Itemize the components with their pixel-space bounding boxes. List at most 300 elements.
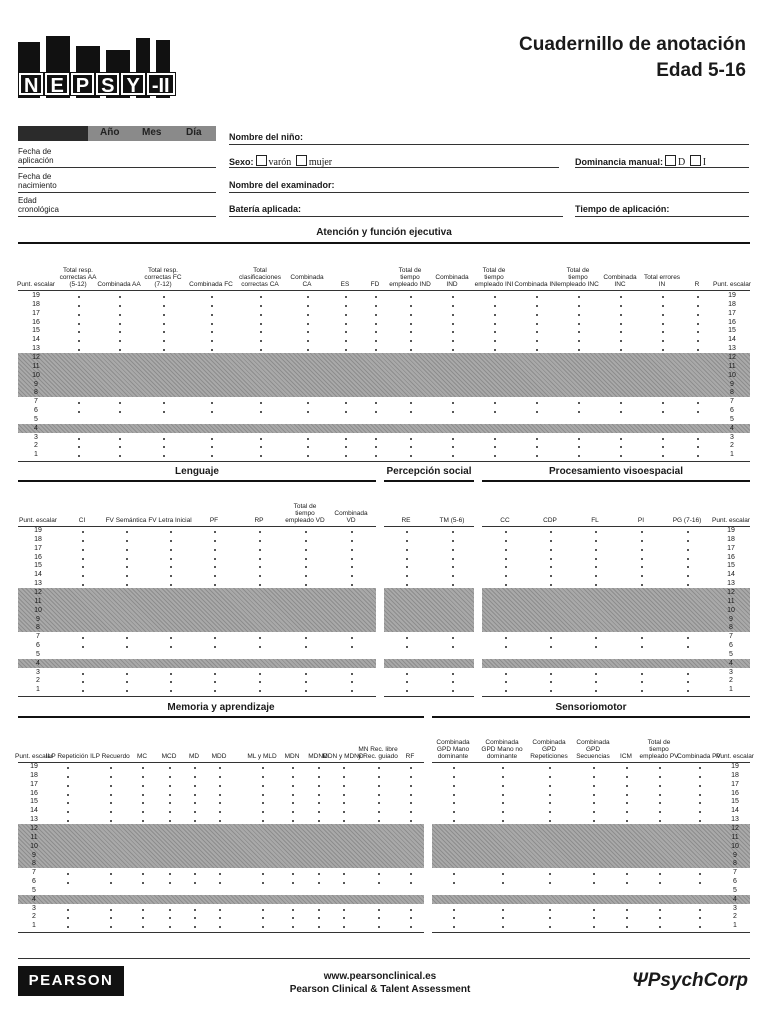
- visoespacial-entry-dot: [595, 566, 597, 568]
- lenguaje-entry-dot: [82, 540, 84, 542]
- atencion-entry-dot: [494, 340, 496, 342]
- atencion-title: Atención y función ejecutiva: [316, 227, 452, 238]
- lenguaje-score-left: 10: [34, 606, 42, 614]
- visoespacial-entry-dot: [550, 637, 552, 639]
- atencion-entry-dot: [163, 305, 165, 307]
- memoria-entry-dot: [194, 776, 196, 778]
- memoria-entry-dot: [194, 882, 196, 884]
- memoria-entry-dot: [262, 811, 264, 813]
- visoespacial-score-right: 13: [727, 580, 735, 588]
- atencion-entry-dot: [697, 402, 699, 404]
- visoespacial-score-right: 16: [727, 553, 735, 561]
- lenguaje-entry-dot: [82, 575, 84, 577]
- atencion-entry-dot: [697, 296, 699, 298]
- memoria-top-rule: [18, 716, 424, 718]
- atencion-entry-dot: [620, 349, 622, 351]
- memoria-entry-dot: [410, 820, 412, 822]
- lenguaje-col-header: Punt. escalar: [19, 517, 57, 524]
- atencion-entry-dot: [375, 305, 377, 307]
- visoespacial-entry-dot: [505, 646, 507, 648]
- atencion-entry-dot: [662, 349, 664, 351]
- percepcion-entry-dot: [452, 566, 454, 568]
- memoria-entry-dot: [169, 811, 171, 813]
- lenguaje-entry-dot: [170, 540, 172, 542]
- visoespacial-entry-dot: [550, 566, 552, 568]
- atencion-entry-dot: [345, 349, 347, 351]
- atencion-score-left: 12: [32, 353, 40, 361]
- lenguaje-entry-dot: [259, 673, 261, 675]
- atencion-entry-dot: [307, 314, 309, 316]
- atencion-entry-dot: [620, 305, 622, 307]
- lenguaje-entry-dot: [126, 558, 128, 560]
- atencion-score-left: 10: [32, 371, 40, 379]
- atencion-col-header: Total de tiempo empleado INI: [474, 267, 514, 288]
- lenguaje-entry-dot: [214, 681, 216, 683]
- sensoriomotor-score-right: 9: [733, 851, 737, 859]
- visoespacial-entry-dot: [505, 575, 507, 577]
- memoria-entry-dot: [194, 794, 196, 796]
- percepcion-entry-dot: [452, 575, 454, 577]
- visoespacial-score-right: 1: [729, 686, 733, 694]
- atencion-score-left: 19: [32, 292, 40, 299]
- sensoriomotor-entry-dot: [593, 909, 595, 911]
- memoria-entry-dot: [67, 917, 69, 919]
- atencion-entry-dot: [662, 340, 664, 342]
- atencion-entry-dot: [260, 349, 262, 351]
- atencion-entry-dot: [662, 438, 664, 440]
- memoria-entry-dot: [169, 882, 171, 884]
- memoria-score-left: 5: [32, 886, 36, 894]
- lenguaje-entry-dot: [351, 566, 353, 568]
- memoria-entry-dot: [378, 882, 380, 884]
- atencion-score-right: 8: [730, 389, 734, 397]
- sensoriomotor-score-right: 17: [731, 780, 739, 788]
- memoria-shaded-band: [18, 895, 424, 904]
- atencion-entry-dot: [578, 446, 580, 448]
- memoria-entry-dot: [318, 926, 320, 928]
- memoria-entry-dot: [194, 767, 196, 769]
- lenguaje-entry-dot: [351, 681, 353, 683]
- memoria-score-left: 15: [30, 798, 38, 806]
- memoria-entry-dot: [343, 811, 345, 813]
- lenguaje-entry-dot: [351, 673, 353, 675]
- memoria-entry-dot: [142, 917, 144, 919]
- lenguaje-entry-dot: [126, 646, 128, 648]
- male-checkbox[interactable]: [256, 155, 267, 166]
- atencion-entry-dot: [119, 438, 121, 440]
- memoria-entry-dot: [194, 785, 196, 787]
- atencion-score-right: 9: [730, 380, 734, 388]
- date-row-application[interactable]: Fecha de aplicación: [18, 147, 216, 168]
- sensoriomotor-col-header: Punt. escalar: [716, 753, 754, 760]
- sensoriomotor-entry-dot: [699, 926, 701, 928]
- atencion-entry-dot: [375, 402, 377, 404]
- sensoriomotor-entry-dot: [593, 926, 595, 928]
- memoria-entry-dot: [194, 926, 196, 928]
- atencion-entry-dot: [260, 305, 262, 307]
- lenguaje-entry-dot: [82, 646, 84, 648]
- atencion-entry-dot: [307, 340, 309, 342]
- footer-url[interactable]: www.pearsonclinical.es: [323, 971, 437, 982]
- memoria-entry-dot: [292, 873, 294, 875]
- visoespacial-score-right: 11: [727, 597, 735, 605]
- visoespacial-entry-dot: [550, 584, 552, 586]
- logo-wordmark: N E P S Y -II: [19, 73, 175, 95]
- visoespacial-col-header: FL: [591, 517, 599, 524]
- atencion-entry-dot: [620, 411, 622, 413]
- visoespacial-entry-dot: [641, 681, 643, 683]
- lenguaje-entry-dot: [126, 566, 128, 568]
- lenguaje-entry-dot: [126, 540, 128, 542]
- memoria-entry-dot: [142, 776, 144, 778]
- visoespacial-score-right: 10: [727, 606, 735, 614]
- atencion-entry-dot: [452, 296, 454, 298]
- visoespacial-entry-dot: [687, 540, 689, 542]
- visoespacial-entry-dot: [505, 673, 507, 675]
- sensoriomotor-entry-dot: [453, 882, 455, 884]
- memoria-entry-dot: [318, 776, 320, 778]
- sensoriomotor-entry-dot: [549, 785, 551, 787]
- atencion-entry-dot: [410, 296, 412, 298]
- memoria-entry-dot: [410, 873, 412, 875]
- visoespacial-entry-dot: [641, 584, 643, 586]
- memoria-entry-dot: [318, 873, 320, 875]
- atencion-entry-dot: [697, 314, 699, 316]
- atencion-entry-dot: [452, 323, 454, 325]
- visoespacial-entry-dot: [641, 540, 643, 542]
- memoria-entry-dot: [292, 811, 294, 813]
- atencion-entry-dot: [410, 455, 412, 457]
- lenguaje-entry-dot: [170, 690, 172, 692]
- memoria-entry-dot: [292, 926, 294, 928]
- atencion-entry-dot: [307, 331, 309, 333]
- memoria-col-header: MCD: [161, 753, 177, 760]
- lenguaje-entry-dot: [305, 637, 307, 639]
- percepcion-entry-dot: [452, 584, 454, 586]
- lenguaje-title: Lenguaje: [175, 466, 219, 477]
- sensoriomotor-entry-dot: [593, 917, 595, 919]
- day-label: Día: [186, 127, 202, 138]
- atencion-entry-dot: [662, 455, 664, 457]
- memoria-entry-dot: [262, 917, 264, 919]
- atencion-entry-dot: [578, 340, 580, 342]
- memoria-entry-dot: [169, 926, 171, 928]
- sensoriomotor-shaded-band: [432, 895, 750, 904]
- lenguaje-score-left: 9: [36, 615, 40, 623]
- atencion-entry-dot: [345, 296, 347, 298]
- atencion-score-left: 6: [34, 407, 38, 415]
- memoria-entry-dot: [318, 767, 320, 769]
- sensoriomotor-entry-dot: [502, 802, 504, 804]
- lenguaje-score-left: 15: [34, 562, 42, 570]
- percepcion-entry-dot: [406, 646, 408, 648]
- female-checkbox[interactable]: [296, 155, 307, 166]
- lenguaje-entry-dot: [170, 681, 172, 683]
- sensoriomotor-entry-dot: [626, 794, 628, 796]
- memoria-entry-dot: [219, 776, 221, 778]
- sensoriomotor-col-header: Combinada GPD Secuencias: [576, 739, 610, 760]
- sensoriomotor-entry-dot: [453, 909, 455, 911]
- memoria-entry-dot: [378, 794, 380, 796]
- memoria-entry-dot: [318, 802, 320, 804]
- atencion-entry-dot: [307, 411, 309, 413]
- atencion-entry-dot: [211, 323, 213, 325]
- date-row-age[interactable]: Edad cronológica: [18, 196, 216, 217]
- atencion-entry-dot: [211, 296, 213, 298]
- visoespacial-score-right: 14: [727, 571, 735, 579]
- memoria-title: Memoria y aprendizaje: [167, 702, 275, 713]
- memoria-entry-dot: [343, 820, 345, 822]
- atencion-entry-dot: [620, 296, 622, 298]
- sensoriomotor-entry-dot: [699, 776, 701, 778]
- atencion-shaded-band: [18, 424, 750, 433]
- memoria-entry-dot: [292, 820, 294, 822]
- lenguaje-col-header: Total de tiempo empleado VD: [285, 503, 325, 524]
- visoespacial-entry-dot: [687, 531, 689, 533]
- atencion-entry-dot: [662, 314, 664, 316]
- sensoriomotor-entry-dot: [659, 767, 661, 769]
- visoespacial-title: Procesamiento visoespacial: [549, 466, 683, 477]
- memoria-entry-dot: [219, 767, 221, 769]
- time-field[interactable]: Tiempo de aplicación:: [575, 204, 749, 217]
- memoria-entry-dot: [142, 767, 144, 769]
- lenguaje-entry-dot: [214, 549, 216, 551]
- percepcion-entry-dot: [452, 637, 454, 639]
- battery-field[interactable]: Batería aplicada:: [229, 204, 563, 217]
- visoespacial-score-right: 18: [727, 535, 735, 543]
- sensoriomotor-entry-dot: [659, 909, 661, 911]
- visoespacial-entry-dot: [687, 646, 689, 648]
- visoespacial-top-rule: [482, 480, 750, 482]
- visoespacial-score-right: 17: [727, 544, 735, 552]
- visoespacial-entry-dot: [505, 540, 507, 542]
- percepcion-shaded-band: [384, 588, 474, 632]
- memoria-entry-dot: [318, 917, 320, 919]
- atencion-entry-dot: [260, 411, 262, 413]
- memoria-entry-dot: [67, 776, 69, 778]
- atencion-entry-dot: [211, 446, 213, 448]
- percepcion-entry-dot: [406, 673, 408, 675]
- memoria-entry-dot: [194, 811, 196, 813]
- visoespacial-entry-dot: [595, 646, 597, 648]
- memoria-entry-dot: [67, 794, 69, 796]
- sensoriomotor-entry-dot: [549, 811, 551, 813]
- handedness-field[interactable]: Dominancia manual: D I: [575, 155, 749, 168]
- atencion-top-rule: [18, 242, 750, 244]
- atencion-entry-dot: [119, 402, 121, 404]
- memoria-entry-dot: [169, 767, 171, 769]
- right-hand-checkbox[interactable]: [665, 155, 676, 166]
- atencion-col-header: Total errores IN: [643, 274, 681, 288]
- sensoriomotor-entry-dot: [699, 820, 701, 822]
- sensoriomotor-entry-dot: [699, 767, 701, 769]
- sensoriomotor-entry-dot: [626, 767, 628, 769]
- memoria-entry-dot: [410, 767, 412, 769]
- lenguaje-score-left: 13: [34, 580, 42, 588]
- sensoriomotor-entry-dot: [659, 776, 661, 778]
- lenguaje-score-left: 5: [36, 650, 40, 658]
- examiner-field[interactable]: Nombre del examinador:: [229, 180, 749, 193]
- sensoriomotor-score-right: 1: [733, 922, 737, 930]
- atencion-score-left: 16: [32, 318, 40, 326]
- memoria-entry-dot: [343, 926, 345, 928]
- atencion-entry-dot: [345, 323, 347, 325]
- lenguaje-entry-dot: [305, 690, 307, 692]
- memoria-entry-dot: [378, 873, 380, 875]
- atencion-entry-dot: [494, 438, 496, 440]
- memoria-score-left: 2: [32, 913, 36, 921]
- lenguaje-entry-dot: [214, 646, 216, 648]
- psychcorp-logo: ΨPsychCorp: [631, 970, 748, 991]
- sensoriomotor-entry-dot: [549, 794, 551, 796]
- memoria-entry-dot: [67, 926, 69, 928]
- memoria-entry-dot: [110, 917, 112, 919]
- percepcion-title: Percepción social: [386, 466, 472, 477]
- atencion-entry-dot: [662, 323, 664, 325]
- memoria-entry-dot: [169, 794, 171, 796]
- sensoriomotor-entry-dot: [549, 926, 551, 928]
- atencion-score-left: 18: [32, 300, 40, 308]
- atencion-entry-dot: [410, 411, 412, 413]
- atencion-col-header: Combinada AA: [97, 281, 141, 288]
- atencion-col-header: Combinada INI: [514, 281, 558, 288]
- sensoriomotor-entry-dot: [593, 811, 595, 813]
- visoespacial-col-header: PI: [637, 517, 645, 524]
- atencion-entry-dot: [662, 411, 664, 413]
- sensoriomotor-entry-dot: [659, 820, 661, 822]
- percepcion-entry-dot: [452, 673, 454, 675]
- atencion-score-left: 7: [34, 398, 38, 406]
- memoria-entry-dot: [110, 794, 112, 796]
- lenguaje-entry-dot: [351, 637, 353, 639]
- atencion-entry-dot: [163, 411, 165, 413]
- atencion-entry-dot: [307, 296, 309, 298]
- atencion-score-left: 11: [32, 362, 40, 370]
- memoria-entry-dot: [194, 820, 196, 822]
- lenguaje-entry-dot: [351, 646, 353, 648]
- atencion-entry-dot: [536, 411, 538, 413]
- memoria-entry-dot: [410, 811, 412, 813]
- atencion-score-right: 3: [730, 433, 734, 441]
- visoespacial-entry-dot: [550, 673, 552, 675]
- memoria-head-rule: [18, 762, 424, 763]
- memoria-entry-dot: [262, 794, 264, 796]
- atencion-entry-dot: [211, 349, 213, 351]
- atencion-entry-dot: [410, 305, 412, 307]
- percepcion-entry-dot: [452, 681, 454, 683]
- sensoriomotor-entry-dot: [659, 882, 661, 884]
- year-label: Año: [100, 127, 120, 138]
- atencion-entry-dot: [163, 446, 165, 448]
- atencion-entry-dot: [410, 349, 412, 351]
- sex-field[interactable]: Sexo: varón mujer: [229, 155, 559, 168]
- visoespacial-entry-dot: [641, 549, 643, 551]
- atencion-entry-dot: [578, 438, 580, 440]
- sensoriomotor-col-header: ICM: [620, 753, 632, 760]
- memoria-entry-dot: [169, 785, 171, 787]
- memoria-entry-dot: [378, 909, 380, 911]
- sensoriomotor-entry-dot: [453, 926, 455, 928]
- atencion-col-header: Punt. escalar: [17, 281, 55, 288]
- memoria-entry-dot: [219, 802, 221, 804]
- atencion-entry-dot: [662, 446, 664, 448]
- atencion-entry-dot: [260, 455, 262, 457]
- memoria-entry-dot: [378, 917, 380, 919]
- lenguaje-score-left: 11: [34, 597, 42, 605]
- memoria-score-left: 6: [32, 878, 36, 886]
- memoria-bottom-rule: [18, 932, 424, 933]
- lenguaje-entry-dot: [351, 540, 353, 542]
- percepcion-entry-dot: [406, 540, 408, 542]
- date-row-birth[interactable]: Fecha de nacimiento: [18, 172, 216, 193]
- atencion-entry-dot: [260, 323, 262, 325]
- percepcion-entry-dot: [406, 549, 408, 551]
- memoria-entry-dot: [169, 820, 171, 822]
- sensoriomotor-entry-dot: [659, 917, 661, 919]
- atencion-entry-dot: [78, 455, 80, 457]
- lenguaje-score-left: 1: [36, 686, 40, 694]
- lenguaje-entry-dot: [305, 575, 307, 577]
- sensoriomotor-col-header: Combinada PV: [677, 753, 721, 760]
- atencion-score-left: 2: [34, 442, 38, 450]
- memoria-entry-dot: [110, 767, 112, 769]
- sensoriomotor-entry-dot: [549, 802, 551, 804]
- atencion-entry-dot: [452, 331, 454, 333]
- memoria-score-left: 8: [32, 860, 36, 868]
- atencion-score-left: 13: [32, 345, 40, 353]
- atencion-entry-dot: [78, 402, 80, 404]
- footer-divider: [18, 958, 750, 959]
- memoria-entry-dot: [292, 776, 294, 778]
- lenguaje-entry-dot: [82, 637, 84, 639]
- atencion-entry-dot: [494, 349, 496, 351]
- lenguaje-score-left: 3: [36, 668, 40, 676]
- lenguaje-col-header: FV Semántica: [105, 517, 147, 524]
- memoria-entry-dot: [343, 767, 345, 769]
- sensoriomotor-entry-dot: [502, 767, 504, 769]
- atencion-entry-dot: [211, 402, 213, 404]
- date-table-header: [18, 126, 216, 141]
- atencion-entry-dot: [307, 446, 309, 448]
- lenguaje-entry-dot: [126, 549, 128, 551]
- sensoriomotor-entry-dot: [593, 776, 595, 778]
- atencion-entry-dot: [410, 438, 412, 440]
- memoria-entry-dot: [343, 917, 345, 919]
- memoria-entry-dot: [194, 802, 196, 804]
- memoria-entry-dot: [318, 811, 320, 813]
- atencion-col-header: Combinada FC: [189, 281, 233, 288]
- sensoriomotor-entry-dot: [593, 873, 595, 875]
- memoria-entry-dot: [219, 811, 221, 813]
- percepcion-entry-dot: [452, 540, 454, 542]
- left-hand-checkbox[interactable]: [690, 155, 701, 166]
- visoespacial-entry-dot: [505, 566, 507, 568]
- visoespacial-score-right: 12: [727, 588, 735, 596]
- child-name-field[interactable]: Nombre del niño:: [229, 132, 749, 145]
- lenguaje-entry-dot: [259, 575, 261, 577]
- sensoriomotor-entry-dot: [699, 802, 701, 804]
- visoespacial-shaded-band: [482, 588, 750, 632]
- atencion-entry-dot: [494, 446, 496, 448]
- atencion-entry-dot: [211, 331, 213, 333]
- lenguaje-entry-dot: [214, 531, 216, 533]
- percepcion-col-header: TM (5-6): [439, 517, 465, 524]
- sensoriomotor-score-right: 15: [731, 798, 739, 806]
- sensoriomotor-entry-dot: [453, 873, 455, 875]
- memoria-score-left: 11: [30, 833, 38, 841]
- memoria-entry-dot: [219, 926, 221, 928]
- atencion-entry-dot: [78, 349, 80, 351]
